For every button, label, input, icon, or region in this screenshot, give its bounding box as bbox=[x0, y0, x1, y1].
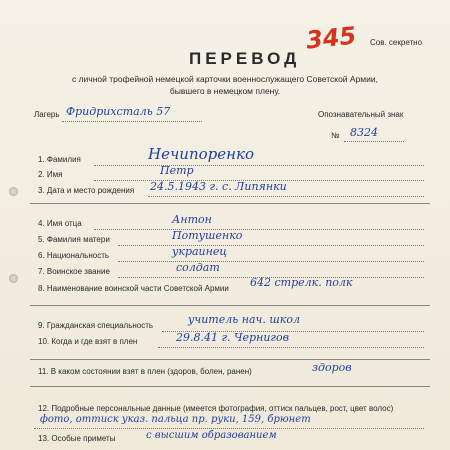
punch-hole bbox=[9, 187, 18, 196]
document-title: ПЕРЕВОД bbox=[189, 49, 301, 68]
field-value: 24.5.1943 г. с. Липянки bbox=[150, 180, 287, 193]
identity-prefix: № bbox=[331, 131, 340, 140]
field-label: 8. Наименование воинской части Советской Армии bbox=[38, 284, 229, 293]
field-label: 3. Дата и место рождения bbox=[38, 186, 135, 195]
identity-label: Опознавательный знак bbox=[318, 110, 404, 119]
identity-value: 8324 bbox=[350, 126, 378, 139]
field-value: 642 стрелк. полк bbox=[250, 276, 353, 289]
field-label: 4. Имя отца bbox=[38, 219, 82, 228]
field-value: Антон bbox=[172, 213, 212, 226]
field-label: 7. Воинское звание bbox=[38, 267, 110, 276]
field-label: 2. Имя bbox=[38, 170, 63, 179]
field-value: Нечипоренко bbox=[148, 145, 254, 163]
field-value: солдат bbox=[176, 261, 220, 274]
field-label: 10. Когда и где взят в плен bbox=[38, 337, 138, 346]
field-label: 1. Фамилия bbox=[38, 155, 81, 164]
field-value: Потушенко bbox=[172, 229, 243, 242]
document-subtitle-line1: с личной трофейной немецкой карточки военнослужащего Советской Армии, bbox=[71, 74, 379, 84]
field-value: Петр bbox=[160, 164, 194, 177]
field-label: 6. Национальность bbox=[38, 251, 110, 260]
camp-value: Фридрихсталь 57 bbox=[66, 105, 171, 118]
field-value: с высшим образованием bbox=[146, 430, 277, 441]
field-label: 11. В каком состоянии взят в плен (здоров, болен, ранен) bbox=[38, 367, 252, 376]
field-label: 5. Фамилия матери bbox=[38, 235, 110, 244]
field-value: украинец bbox=[172, 245, 228, 258]
camp-label: Лагерь bbox=[34, 110, 60, 119]
field-value: 29.8.41 г. Чернигов bbox=[176, 331, 290, 344]
secret-stamp: Сов. секретно bbox=[370, 38, 423, 47]
field-label: 9. Гражданская специальность bbox=[38, 321, 154, 330]
archive-number: 345 bbox=[304, 21, 358, 55]
document-subtitle-line2: бывшего в немецком плену. bbox=[169, 86, 281, 96]
field-label: 13. Особые приметы bbox=[38, 434, 116, 443]
field-value: здоров bbox=[312, 361, 352, 374]
punch-hole bbox=[9, 274, 18, 283]
field-label: 12. Подробные персональные данные (имеется фотография, оттиск пальцев, рост, цвет волос) bbox=[38, 404, 394, 413]
field-value: учитель нач. школ bbox=[188, 313, 300, 326]
field-value: фото, оттиск указ. пальца пр. руки, 159, брюнет bbox=[40, 414, 311, 425]
